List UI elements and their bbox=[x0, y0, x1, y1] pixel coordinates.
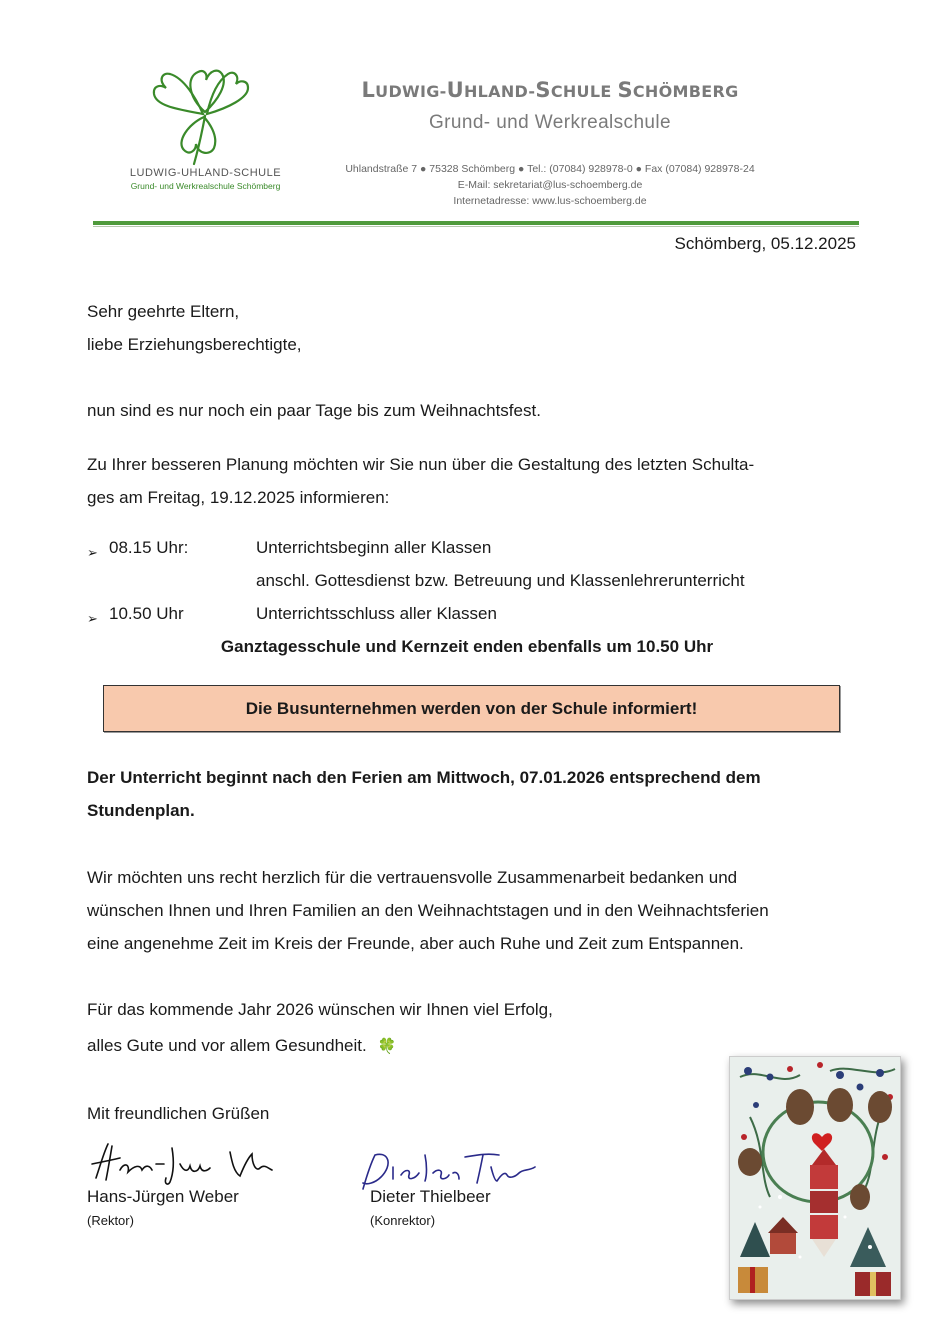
intro-paragraph: nun sind es nur noch ein paar Tage bis zum Weihnachtsfest. bbox=[87, 401, 541, 420]
signature-name-2: Dieter Thielbeer bbox=[370, 1187, 491, 1206]
wish-line-1: Für das kommende Jahr 2026 wünschen wir Ihnen viel Erfolg, bbox=[87, 1000, 553, 1019]
salutation-guardians: liebe Erziehungsberechtigte, bbox=[87, 335, 302, 354]
closing-greeting: Mit freundlichen Grüßen bbox=[87, 1104, 270, 1123]
planning-line-1: Zu Ihrer besseren Planung möchten wir Sie nun über die Gestaltung des letzten Schulta- bbox=[87, 455, 755, 474]
thanks-line-1: Wir möchten uns recht herzlich für die vertrauensvolle Zusammenarbeit bedanken und bbox=[87, 868, 738, 887]
bus-notice-box: Die Busunternehmen werden von der Schule informiert! bbox=[103, 685, 840, 732]
letter-date: Schömberg, 05.12.2025 bbox=[674, 234, 856, 253]
schedule-time-2: 10.50 Uhr bbox=[109, 604, 184, 623]
school-name: LUDWIG-UHLAND-SCHULE SCHÖMBERG bbox=[361, 78, 739, 102]
signature-role-1: (Rektor) bbox=[87, 1213, 134, 1228]
resume-line-1: Der Unterricht beginnt nach den Ferien am Mittwoch, 07.01.2026 entsprechend dem bbox=[87, 768, 761, 787]
christmas-card-art bbox=[730, 1057, 900, 1299]
salutation-parents: Sehr geehrte Eltern, bbox=[87, 302, 240, 321]
thanks-line-3: eine angenehme Zeit im Kreis der Freunde, aber auch Ruhe und Zeit zum Entspannen. bbox=[87, 934, 744, 953]
schedule-desc-1: Unterrichtsbeginn aller Klassen bbox=[256, 538, 492, 557]
bullet-arrow-icon: ➢ bbox=[87, 611, 98, 626]
schedule-desc-2: Unterrichtsschluss aller Klassen bbox=[256, 604, 497, 623]
signature-name-1: Hans-Jürgen Weber bbox=[87, 1187, 239, 1206]
planning-line-2: ges am Freitag, 19.12.2025 informieren: bbox=[87, 488, 390, 507]
header-divider-shadow bbox=[93, 226, 859, 227]
clover-logo-icon bbox=[118, 62, 293, 167]
contact-address-line: Uhlandstraße 7 ● 75328 Schömberg ● Tel.: (07084) 928978-0 ● Fax (07084) 928978-24 bbox=[345, 163, 755, 175]
signature-role-2: (Konrektor) bbox=[370, 1213, 436, 1228]
school-type: Grund- und Werkrealschule bbox=[429, 112, 671, 133]
logo-school-name: LUDWIG-UHLAND-SCHULE bbox=[129, 167, 282, 179]
wish-line-2-text: alles Gute und vor allem Gesundheit. bbox=[87, 1036, 367, 1055]
signature-weber bbox=[90, 1138, 280, 1188]
contact-website: Internetadresse: www.lus-schoemberg.de bbox=[453, 195, 647, 207]
signature-thielbeer bbox=[355, 1145, 545, 1193]
contact-email: E-Mail: sekretariat@lus-schoemberg.de bbox=[457, 179, 643, 191]
header-divider bbox=[93, 221, 859, 225]
schedule-desc-1b: anschl. Gottesdienst bzw. Betreuung und Klassenlehrerunterricht bbox=[256, 571, 745, 590]
wish-line-2 bbox=[87, 1035, 396, 1058]
thanks-line-2: wünschen Ihnen und Ihren Familien an den Weihnachtstagen und in den Weihnachtsferien bbox=[87, 901, 769, 920]
christmas-card-illustration bbox=[729, 1056, 901, 1300]
bullet-arrow-icon: ➢ bbox=[87, 545, 98, 560]
schedule-time-1: 08.15 Uhr: bbox=[109, 538, 189, 557]
resume-line-2: Stundenplan. bbox=[87, 801, 195, 820]
logo-subtitle: Grund- und Werkrealschule Schömberg bbox=[130, 181, 281, 191]
ganztag-notice: Ganztagesschule und Kernzeit enden ebenfalls um 10.50 Uhr bbox=[220, 637, 714, 656]
clover-icon: 🍀 bbox=[377, 1038, 397, 1055]
